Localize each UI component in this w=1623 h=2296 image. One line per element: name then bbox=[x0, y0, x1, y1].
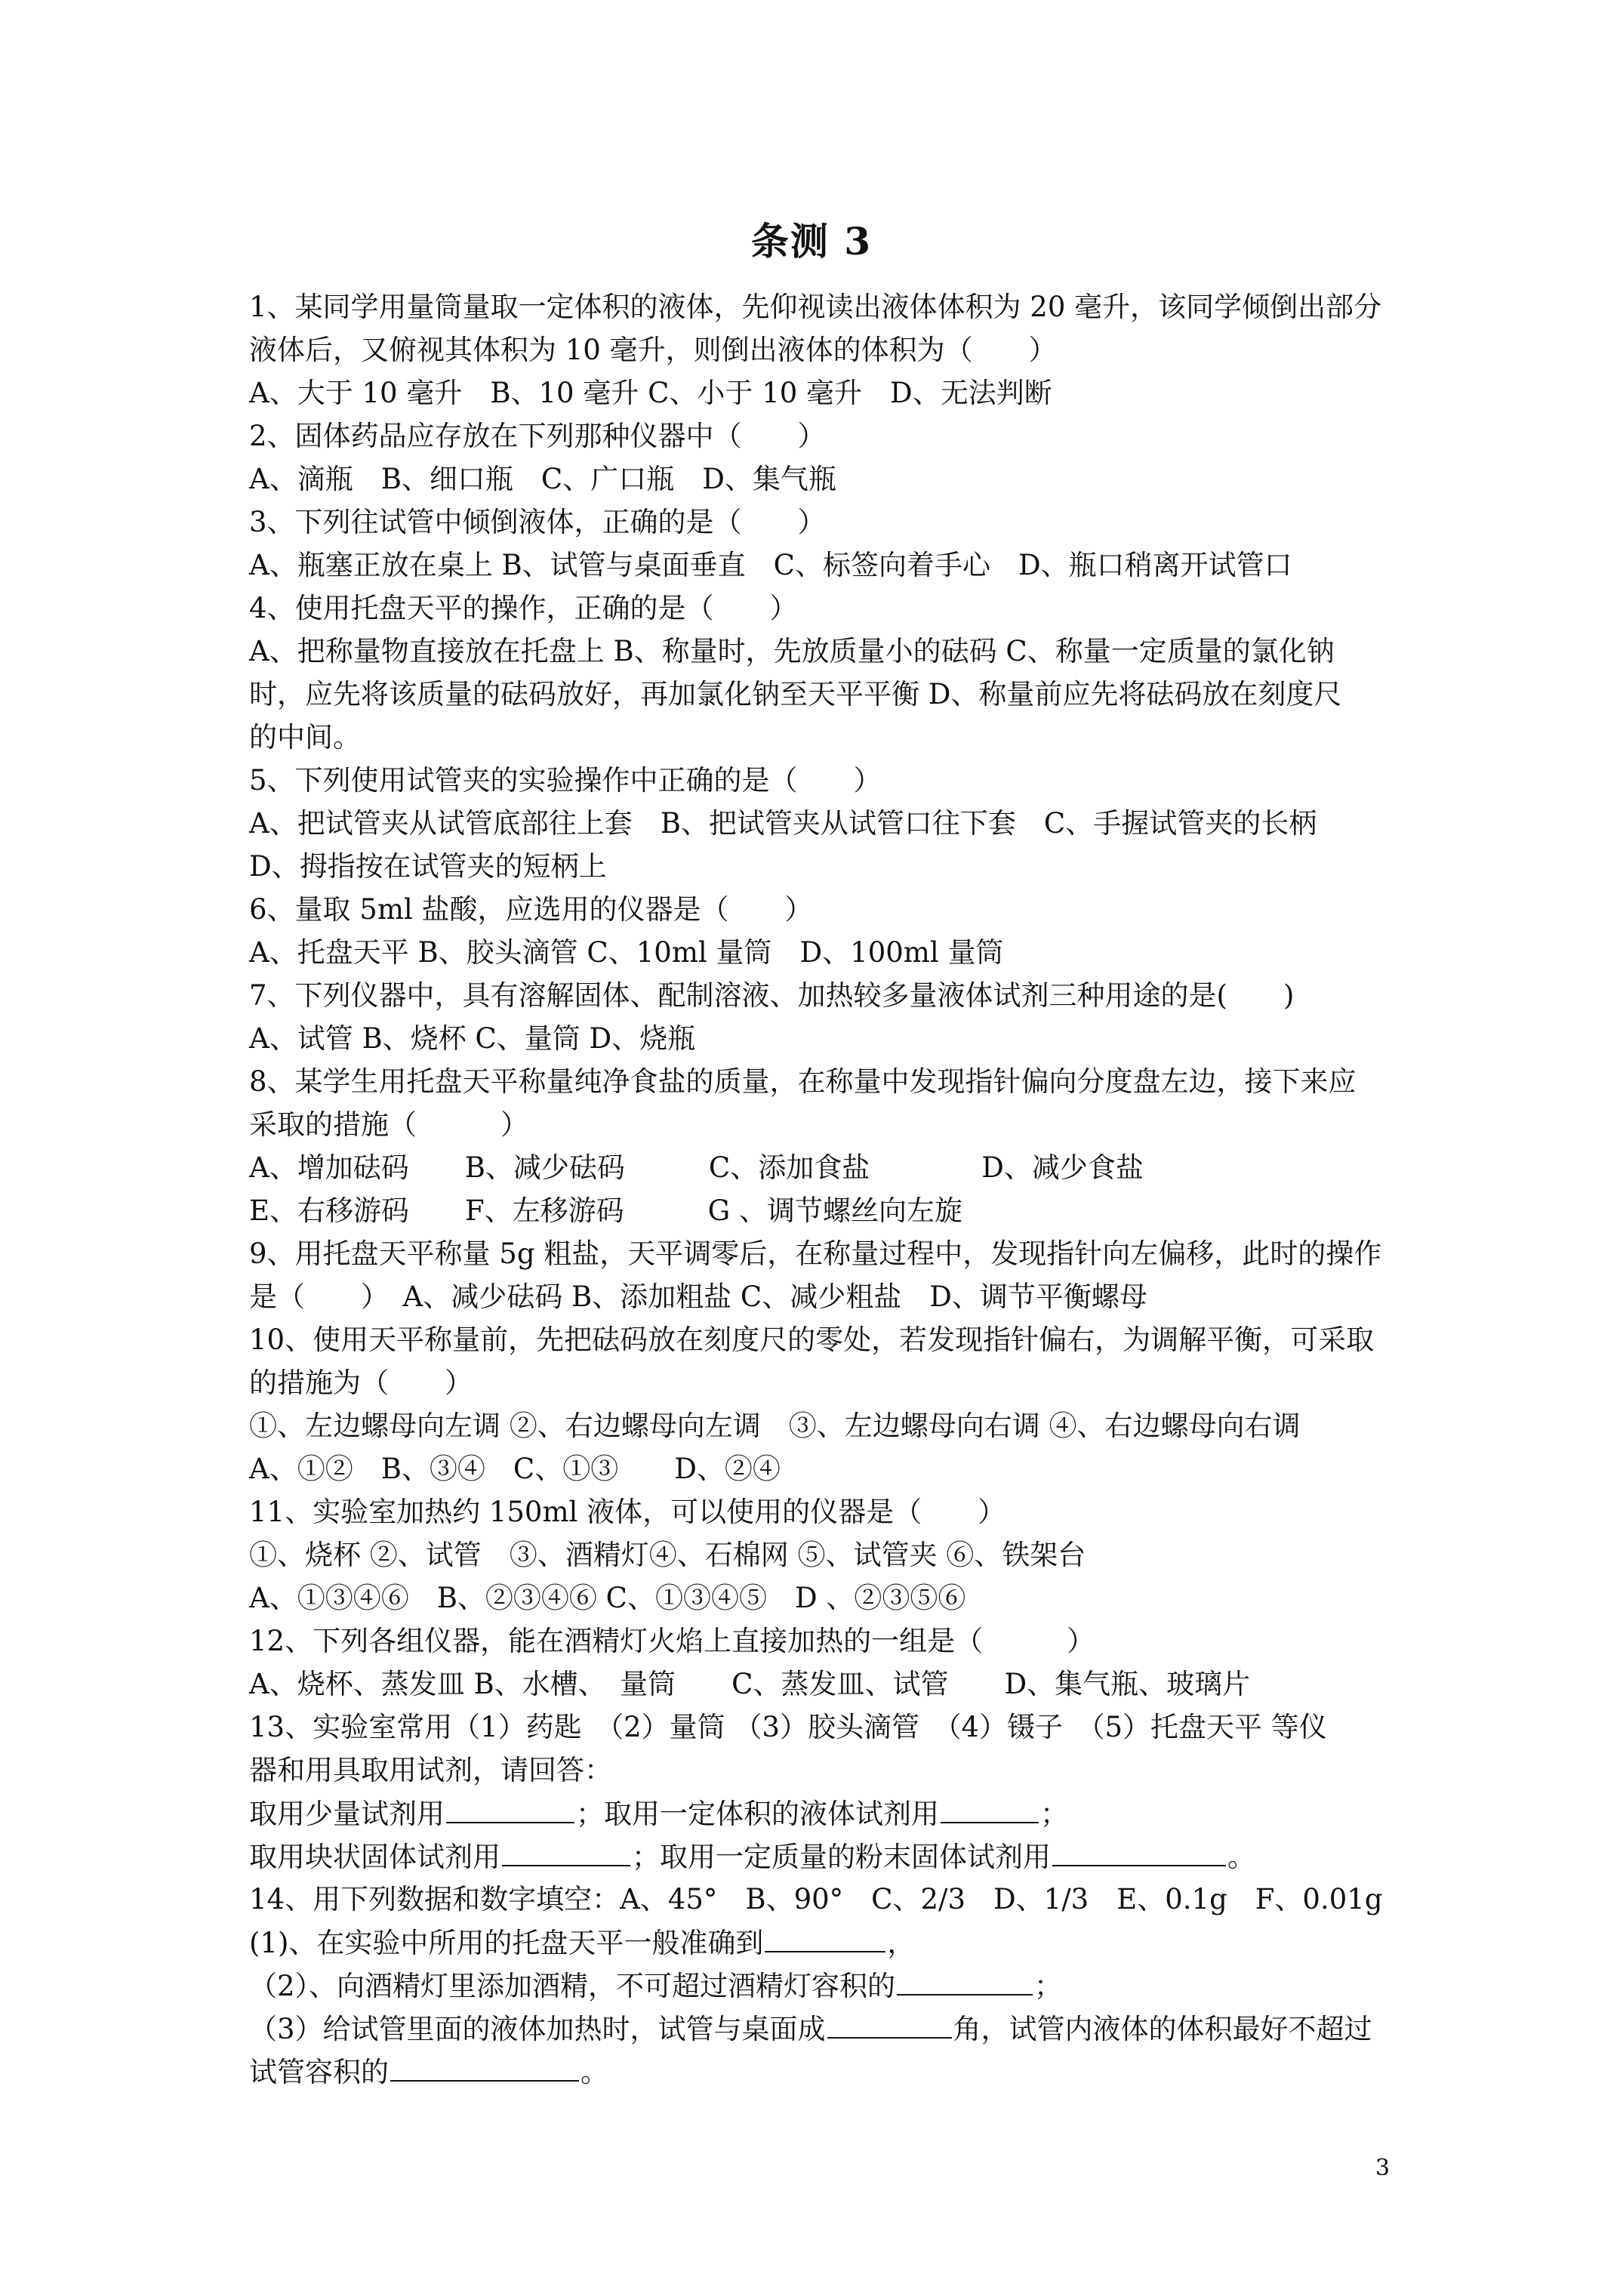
question-1-line-2: 液体后，又俯视其体积为 10 毫升，则倒出液体的体积为（ ） bbox=[249, 334, 1057, 366]
question-4-options-line-3: 的中间。 bbox=[249, 721, 361, 754]
answer-blank[interactable] bbox=[502, 1835, 630, 1866]
answer-blank[interactable] bbox=[897, 1964, 1033, 1996]
question-10-options: A、①② B、③④ C、①③ D、②④ bbox=[249, 1453, 781, 1485]
question-13-text: 取用少量试剂用 bbox=[249, 1798, 445, 1830]
question-13-text: ；取用一定体积的液体试剂用 bbox=[576, 1798, 939, 1830]
question-13-fill-line-2 bbox=[249, 1835, 1412, 1878]
answer-blank[interactable] bbox=[390, 2050, 579, 2082]
question-8-stem-line-2: 采取的措施（ ） bbox=[249, 1108, 528, 1141]
question-14-part-2 bbox=[249, 1964, 1412, 2007]
answer-blank[interactable] bbox=[827, 2007, 952, 2039]
question-7-stem: 7、下列仪器中，具有溶解固体、配制溶液、加热较多量液体试剂三种用途的是( ) bbox=[249, 979, 1295, 1012]
answer-blank[interactable] bbox=[941, 1792, 1039, 1823]
answer-blank[interactable] bbox=[1052, 1835, 1226, 1866]
question-5-stem: 5、下列使用试管夹的实验操作中正确的是（ ） bbox=[249, 764, 882, 797]
question-13-stem-line-2: 器和用具取用试剂，请回答： bbox=[249, 1754, 612, 1786]
question-13-stem-line-1: 13、实验室常用（1）药匙 （2）量筒 （3）胶头滴管 （4）镊子 （5）托盘天平 等仪 bbox=[249, 1711, 1327, 1743]
question-14-text: (1)、在实验中所用的托盘天平一般准确到 bbox=[249, 1927, 764, 1959]
question-1-options: A、大于 10 毫升 B、10 毫升 C、小于 10 毫升 D、无法判断 bbox=[249, 377, 1052, 409]
page-number: 3 bbox=[1375, 2155, 1390, 2181]
question-7-options: A、试管 B、烧杯 C、量筒 D、烧瓶 bbox=[249, 1022, 696, 1055]
question-14-part-1 bbox=[249, 1921, 1412, 1964]
question-10-stem-line-1: 10、使用天平称量前，先把砝码放在刻度尺的零处，若发现指针偏右，为调解平衡，可采取 bbox=[249, 1324, 1375, 1356]
question-14-text: 试管容积的 bbox=[249, 2056, 389, 2088]
page-title: 条测 3 bbox=[750, 219, 873, 264]
question-13-text: ；取用一定质量的粉末固体试剂用 bbox=[632, 1841, 1051, 1873]
question-10-stem-line-2: 的措施为（ ） bbox=[249, 1367, 473, 1399]
answer-blank[interactable] bbox=[765, 1921, 885, 1952]
question-2-options: A、滴瓶 B、细口瓶 C、广口瓶 D、集气瓶 bbox=[249, 463, 836, 495]
question-5-options-line-2: D、拇指按在试管夹的短柄上 bbox=[249, 850, 607, 883]
question-14-part-3 bbox=[249, 2007, 1412, 2050]
question-13-text: 取用块状固体试剂用 bbox=[249, 1841, 500, 1873]
question-10-choices: ①、左边螺母向左调 ②、右边螺母向左调 ③、左边螺母向右调 ④、右边螺母向右调 bbox=[249, 1410, 1301, 1442]
question-14-text: ； bbox=[1034, 1970, 1063, 2002]
question-8-stem-line-1: 8、某学生用托盘天平称量纯净食盐的质量，在称量中发现指针偏向分度盘左边，接下来应 bbox=[249, 1065, 1357, 1098]
question-13-text: ； bbox=[1040, 1798, 1068, 1830]
question-12-options: A、烧杯、蒸发皿 B、水槽、 量筒 C、蒸发皿、试管 D、集气瓶、玻璃片 bbox=[249, 1668, 1251, 1700]
question-14-stem: 14、用下列数据和数字填空：A、45° B、90° C、2/3 D、1/3 E、0.1g F、0.01g bbox=[249, 1883, 1383, 1915]
question-4-options-line-2: 时，应先将该质量的砝码放好，再加氯化钠至天平平衡 D、称量前应先将砝码放在刻度尺 bbox=[249, 678, 1342, 710]
question-9-options: 是（ ） A、减少砝码 B、添加粗盐 C、减少粗盐 D、调节平衡螺母 bbox=[249, 1281, 1147, 1313]
question-14-part-3-continued bbox=[249, 2050, 1412, 2093]
question-2-stem: 2、固体药品应存放在下列那种仪器中（ ） bbox=[249, 420, 826, 452]
question-14-text: ， bbox=[887, 1927, 916, 1959]
question-11-stem: 11、实验室加热约 150ml 液体，可以使用的仪器是（ ） bbox=[249, 1496, 1006, 1528]
question-6-stem: 6、量取 5ml 盐酸，应选用的仪器是（ ） bbox=[249, 893, 813, 926]
question-1-line-1: 1、某同学用量筒量取一定体积的液体，先仰视读出液体体积为 20 毫升，该同学倾倒出部分 bbox=[249, 291, 1382, 323]
question-3-options: A、瓶塞正放在桌上 B、试管与桌面垂直 C、标签向着手心 D、瓶口稍离开试管口 bbox=[249, 549, 1292, 581]
question-9-stem: 9、用托盘天平称量 5g 粗盐，天平调零后，在称量过程中，发现指针向左偏移，此时的操作 bbox=[249, 1237, 1382, 1270]
question-11-options: A、①③④⑥ B、②③④⑥ C、①③④⑤ D 、②③⑤⑥ bbox=[249, 1582, 966, 1614]
question-13-text: 。 bbox=[1227, 1841, 1255, 1873]
answer-blank[interactable] bbox=[446, 1792, 574, 1823]
question-4-options-line-1: A、把称量物直接放在托盘上 B、称量时，先放质量小的砝码 C、称量一定质量的氯化钠 bbox=[249, 635, 1335, 667]
question-14-text: 。 bbox=[581, 2056, 608, 2088]
question-8-options-line-2: E、右移游码 F、左移游码 G 、调节螺丝向左旋 bbox=[249, 1194, 962, 1227]
question-14-text: 角，试管内液体的体积最好不超过 bbox=[953, 2013, 1372, 2045]
question-body bbox=[249, 285, 1412, 2093]
question-4-stem: 4、使用托盘天平的操作，正确的是（ ） bbox=[249, 592, 798, 624]
question-11-choices: ①、烧杯 ②、试管 ③、酒精灯④、石棉网 ⑤、试管夹 ⑥、铁架台 bbox=[249, 1539, 1086, 1571]
question-3-stem: 3、下列往试管中倾倒液体，正确的是（ ） bbox=[249, 506, 826, 538]
question-6-options: A、托盘天平 B、胶头滴管 C、10ml 量筒 D、100ml 量筒 bbox=[249, 936, 1004, 969]
question-12-stem: 12、下列各组仪器，能在酒精灯火焰上直接加热的一组是（ ） bbox=[249, 1625, 1095, 1657]
question-13-fill-line-1 bbox=[249, 1792, 1412, 1835]
question-5-options-line-1: A、把试管夹从试管底部往上套 B、把试管夹从试管口往下套 C、手握试管夹的长柄 bbox=[249, 807, 1317, 840]
question-14-text: （3）给试管里面的液体加热时，试管与桌面成 bbox=[249, 2013, 826, 2045]
question-14-text: （2）、向酒精灯里添加酒精，不可超过酒精灯容积的 bbox=[249, 1970, 896, 2002]
question-8-options-line-1: A、增加砝码 B、减少砝码 C、添加食盐 D、减少食盐 bbox=[249, 1151, 1144, 1184]
